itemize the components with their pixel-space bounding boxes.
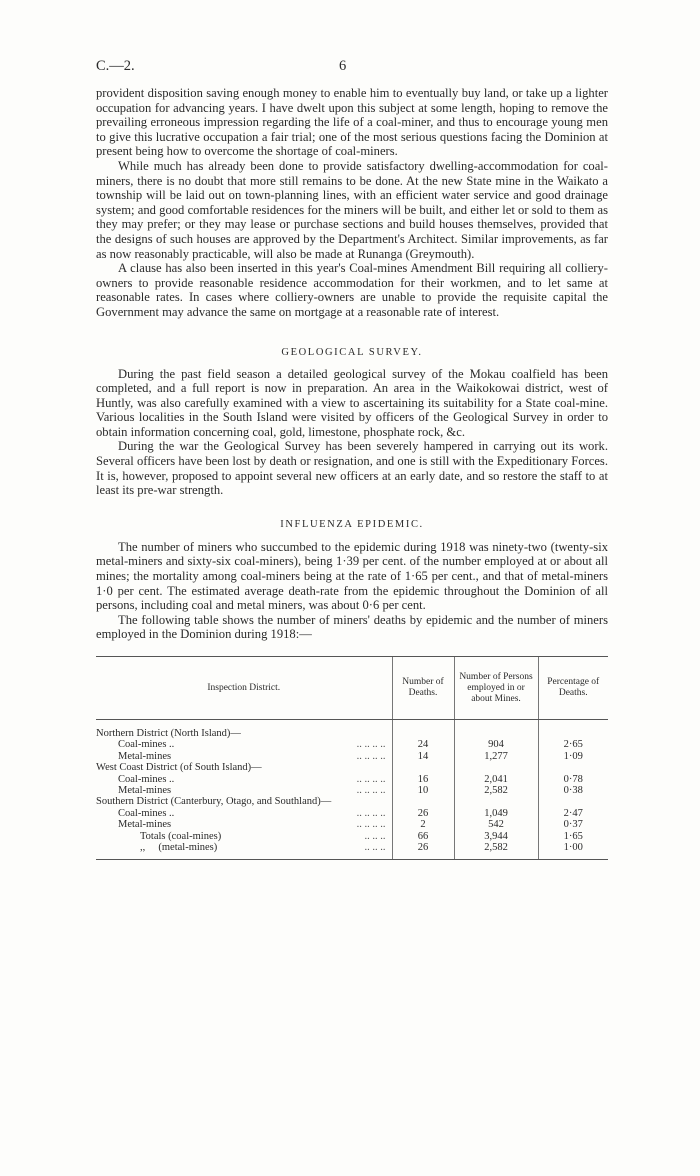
row-label-text: Coal-mines .. — [118, 739, 175, 751]
row-label-text: Southern District (Canterbury, Otago, and Southland)— — [96, 796, 332, 808]
row-district-label — [96, 842, 392, 860]
leader-dots: .. .. .. .. — [356, 739, 386, 751]
paragraph-coal-miner-life: provident disposition saving enough money to enable him to eventually buy land, or take up a lighter occupation for advancing years. I have dwelt upon this subject at some length, hoping to remove the prevailing erroneous impression regarding the life of a coal-miner, and thus to encourage young men to give this lucrative occupation a fair trial; one of the most serious questions facing the Dominion at present being how to overcome the shortage of coal-miners. — [96, 86, 608, 159]
leader-dots: .. .. .. .. — [356, 773, 386, 785]
paragraph-war-staffing: During the war the Geological Survey has been severely hampered in carrying out its work. Several officers have been lost by death or resignation, and one is still with the Expeditionary Forces. It is, however, proposed to appoint several new officers at an early date, and so restore the staff to at least its pre-war strength. — [96, 439, 608, 498]
row-district-label — [96, 751, 392, 762]
cell-percentage — [538, 720, 608, 740]
cell-deaths: 2 — [392, 819, 454, 830]
paragraph-epidemic-mortality: The number of miners who succumbed to the epidemic during 1918 was ninety-two (twenty-six metal-miners and sixty-six coal-miners), being 1·39 per cent. of the number employed at or about all mines; the mortality among coal-miners being at the rate of 1·65 per cent., and that of metal-miners 1·0 per cent. The estimated average death-rate from the epidemic throughout the Dominion of all persons, including coal and metal miners, was about 0·6 per cent. — [96, 539, 608, 613]
cell-percentage: 1·00 — [538, 842, 608, 860]
cell-deaths: 10 — [392, 785, 454, 796]
row-district-label — [96, 808, 392, 819]
leader-dots: .. .. .. — [364, 842, 386, 854]
cell-deaths — [392, 762, 454, 773]
leader-dots: .. .. .. .. — [356, 807, 386, 819]
header-number-of-deaths: Number of Deaths. — [392, 657, 454, 720]
row-label-text: Coal-mines .. — [118, 773, 175, 785]
row-district-label — [96, 720, 392, 740]
header-inspection-district: Inspection District. — [96, 657, 392, 720]
cell-employed — [454, 720, 538, 740]
row-district-label — [96, 819, 392, 830]
cell-percentage: 1·65 — [538, 831, 608, 842]
cell-employed: 1,277 — [454, 751, 538, 762]
cell-employed — [454, 796, 538, 807]
cell-percentage: 0·78 — [538, 774, 608, 785]
row-district-label — [96, 796, 392, 807]
cell-deaths: 66 — [392, 831, 454, 842]
cell-percentage: 0·38 — [538, 785, 608, 796]
table-row — [96, 785, 608, 796]
page-header — [96, 58, 608, 86]
row-label-text: Metal-mines — [118, 785, 172, 797]
table-header-row — [96, 657, 608, 720]
row-label-text: Metal-mines — [118, 819, 172, 831]
miners-deaths-table — [96, 656, 608, 860]
cell-percentage: 2·47 — [538, 808, 608, 819]
cell-percentage: 2·65 — [538, 739, 608, 750]
cell-percentage — [538, 762, 608, 773]
row-label-text: Metal-mines — [118, 750, 172, 762]
cell-deaths: 14 — [392, 751, 454, 762]
table-row — [96, 751, 608, 762]
paragraph-table-intro: The following table shows the number of miners' deaths by epidemic and the number of miners employed in the Dominion during 1918:— — [96, 612, 608, 642]
leader-dots: .. .. .. .. — [356, 819, 386, 831]
paragraph-amendment-bill: A clause has also been inserted in this year's Coal-mines Amendment Bill requiring all colliery-owners to provide reasonable residence accommodation for their workmen, and to let same at reasonable rates. In cases where colliery-owners are unable to provide the requisite capital the Government may advance the same on mortgage at a reasonable rate of interest. — [96, 261, 608, 319]
document-reference: C.—2. — [96, 58, 135, 74]
cell-employed: 904 — [454, 739, 538, 750]
header-percentage-of-deaths: Percentage of Deaths. — [538, 657, 608, 720]
row-label-text: West Coast District (of South Island)— — [96, 762, 262, 774]
row-district-label — [96, 785, 392, 796]
leader-dots: .. .. .. .. — [356, 785, 386, 797]
section-title-influenza-epidemic: INFLUENZA EPIDEMIC. — [280, 518, 424, 530]
cell-employed: 2,582 — [454, 785, 538, 796]
header-persons-employed: Number of Persons employed in or about Mines. — [454, 657, 538, 720]
cell-employed — [454, 762, 538, 773]
cell-employed: 3,944 — [454, 831, 538, 842]
cell-deaths: 16 — [392, 774, 454, 785]
cell-deaths: 24 — [392, 739, 454, 750]
cell-percentage: 0·37 — [538, 819, 608, 830]
cell-deaths — [392, 796, 454, 807]
cell-deaths — [392, 720, 454, 740]
table-body — [96, 720, 608, 860]
cell-employed: 2,041 — [454, 774, 538, 785]
cell-percentage: 1·09 — [538, 751, 608, 762]
table-row — [96, 796, 608, 807]
cell-employed: 542 — [454, 819, 538, 830]
leader-dots: .. .. .. .. — [356, 750, 386, 762]
page-number: 6 — [339, 58, 347, 74]
row-label-text: Northern District (North Island)— — [96, 728, 241, 739]
row-district-label — [96, 739, 392, 750]
cell-employed: 2,582 — [454, 842, 538, 860]
paragraph-dwelling-accommodation: While much has already been done to provide satisfactory dwelling-accommodation for coal-miners, there is no doubt that more still remains to be done. At the new State mine in the Waikato a township will be laid out on town-planning lines, with an efficient water service and good drainage system; and good comfortable residences for the miners will be built, and either let or sold to them as they may prefer; or they may lease or purchase sections and build houses themselves, provided that the designs of such houses are approved by the Department's Architect. Similar improvements, as far as now reasonably practicable, will also be made at Runanga (Greymouth). — [96, 158, 608, 261]
leader-dots: .. .. .. — [364, 830, 386, 842]
row-district-label — [96, 774, 392, 785]
row-label-text: Totals (coal-mines) — [140, 830, 222, 842]
document-page — [96, 58, 608, 860]
cell-deaths: 26 — [392, 808, 454, 819]
table-row — [96, 819, 608, 830]
row-label-text: ,, (metal-mines) — [140, 842, 218, 854]
table-row — [96, 762, 608, 773]
paragraph-field-season: During the past field season a detailed geological survey of the Mokau coalfield has been completed, and a full report is now in preparation. An area in the Waikokowai district, west of Huntly, was also carefully examined with a view to ascertaining its suitability for a State coal-mine. Various localities in the South Island were visited by officers of the Geological Survey in order to obtain information concerning coal, gold, limestone, phosphate rock, &c. — [96, 366, 608, 439]
table-row — [96, 774, 608, 785]
table-row — [96, 842, 608, 860]
table-row — [96, 720, 608, 740]
table-row — [96, 808, 608, 819]
cell-deaths: 26 — [392, 842, 454, 860]
section-title-geological-survey: GEOLOGICAL SURVEY. — [281, 346, 423, 358]
row-district-label — [96, 762, 392, 773]
cell-employed: 1,049 — [454, 808, 538, 819]
row-label-text: Coal-mines .. — [118, 807, 175, 819]
row-district-label — [96, 831, 392, 842]
table-row — [96, 831, 608, 842]
table-row — [96, 739, 608, 750]
cell-percentage — [538, 796, 608, 807]
